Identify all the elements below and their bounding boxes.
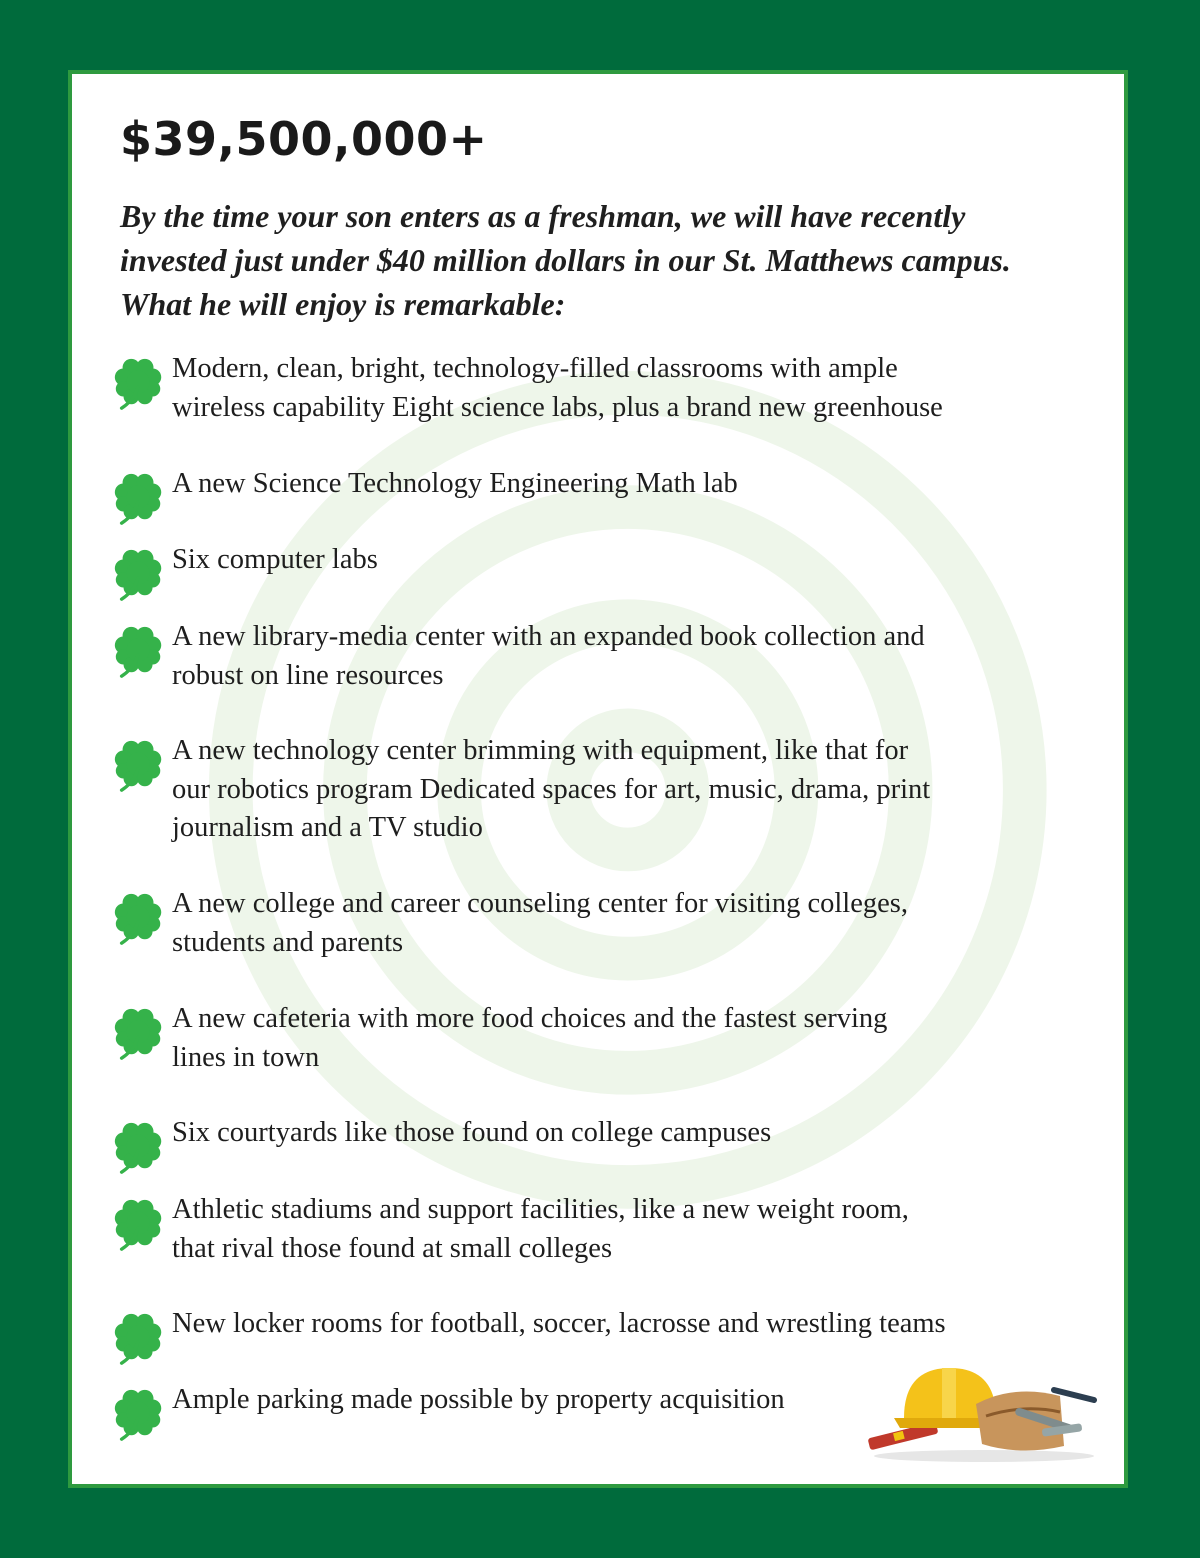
shamrock-icon (110, 1385, 168, 1443)
list-item-text: A new Science Technology Engineering Math lab (172, 468, 738, 499)
list-item-text: A new college and career counseling center for visiting colleges, (172, 888, 908, 919)
list-item-text: A new library-media center with an expanded book collection and (172, 621, 925, 652)
shamrock-icon (110, 889, 168, 947)
shamrock-icon (110, 1309, 168, 1367)
list-item-text: wireless capability Eight science labs, plus a brand new greenhouse (172, 391, 943, 423)
shamrock-icon (110, 1195, 168, 1253)
headline-amount: $39,500,000+ (120, 112, 488, 166)
shamrock-icon (110, 545, 168, 603)
list-item-text: Six computer labs (172, 544, 378, 575)
shamrock-icon (110, 1004, 168, 1062)
shamrock-icon (110, 622, 168, 680)
list-item-text: students and parents (172, 926, 404, 958)
shamrock-icon (110, 354, 168, 412)
intro-paragraph: By the time your son enters as a freshman, we will have recently invested just under $40 million dollars in our St. Matthews campus. What he will enjoy is remarkable: (120, 198, 1011, 322)
list-item-text: Modern, clean, bright, technology-filled classrooms with ample (172, 353, 898, 384)
list-item-text: A new technology center brimming with equipment, like that for (172, 735, 909, 766)
list-item-text: journalism and a TV studio (172, 812, 483, 843)
shamrock-icon (110, 1118, 168, 1176)
list-item-text: lines in town (172, 1041, 320, 1073)
list-item-text: Athletic stadiums and support facilities, like a new weight room, (172, 1194, 909, 1225)
shamrock-icon (110, 736, 168, 794)
content-panel (68, 70, 1128, 1488)
list-item-text: Six courtyards like those found on college campuses (172, 1117, 772, 1148)
hard-hat-and-tool-belt-icon (864, 1360, 1100, 1464)
list-item-text: Ample parking made possible by property acquisition (172, 1384, 785, 1415)
list-item-text: A new cafeteria with more food choices and the fastest serving (172, 1003, 888, 1034)
amenities-list (72, 74, 1124, 1484)
list-item-text: our robotics program Dedicated spaces for art, music, drama, print (172, 773, 931, 805)
list-item-text: that rival those found at small colleges (172, 1232, 613, 1264)
shamrock-icon (110, 469, 168, 527)
list-item-text: robust on line resources (172, 659, 444, 691)
list-item-text: New locker rooms for football, soccer, lacrosse and wrestling teams (172, 1308, 946, 1339)
